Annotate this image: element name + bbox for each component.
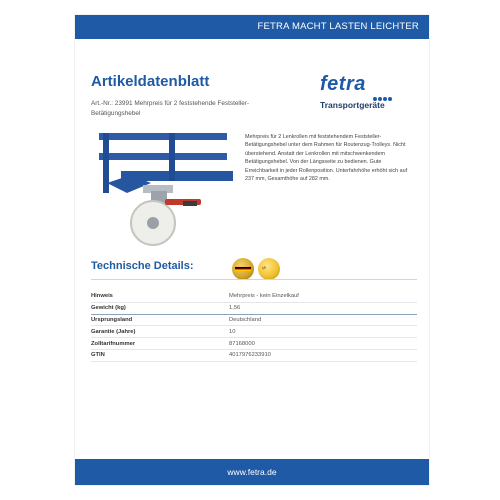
row-key: GTIN <box>91 349 229 361</box>
row-value: 1,56 <box>229 302 417 314</box>
footer-url-link[interactable]: www.fetra.de <box>227 467 277 477</box>
frame-post-left <box>103 133 109 193</box>
table-row <box>91 349 417 361</box>
tech-divider <box>91 279 417 280</box>
frame-post-middle <box>169 133 175 181</box>
row-value: Deutschland <box>229 314 417 326</box>
product-description: Mehrpreis für 2 Lenkrollen mit feststehendem Feststeller-Betätigungshebel unter dem Rahmen für Routenzug-Trolleys. Nicht überstehend. Anstatt der Lenkrollen mit mitschwenkendem Betätigungshebel. Von der Längsseite zu bedienen. Gute Erreichbarkeit in jeder Rollenposition. Unterfahrhöhe erhöht sich auf 237 mm, Gesamthöhe auf 282 mm. <box>245 134 408 183</box>
row-key: Hinweis <box>91 291 229 302</box>
details-table <box>91 291 417 362</box>
footer-bar <box>75 459 429 485</box>
logo-tagline: Transportgeräte <box>320 100 385 110</box>
doc-title: Artikeldatenblatt <box>91 73 210 90</box>
row-value: 87168000 <box>229 338 417 350</box>
table-row <box>91 314 417 326</box>
product-image <box>91 127 241 255</box>
row-key: Gewicht (kg) <box>91 302 229 314</box>
row-key: Garantie (Jahre) <box>91 326 229 338</box>
table-row <box>91 326 417 338</box>
top-banner <box>75 15 429 39</box>
frame-bar-middle <box>99 153 227 160</box>
doc-subtitle: Art.-Nr.: 23991 Mehrpreis für 2 feststehende Feststeller-Betätigungshebel <box>91 100 250 117</box>
row-key: Zolltarifnummer <box>91 338 229 350</box>
table-row <box>91 291 417 302</box>
caster-hub <box>147 217 159 229</box>
brake-lever-grip <box>183 201 197 206</box>
logo-wordmark: fetra <box>320 73 366 95</box>
table-row <box>91 338 417 350</box>
row-value: 10 <box>229 326 417 338</box>
made-in-germany-badge-icon <box>232 258 254 280</box>
frame-bar-top <box>99 133 227 140</box>
row-key: Ursprungsland <box>91 314 229 326</box>
row-value: Mehrpreis - kein Einzelkauf <box>229 291 417 302</box>
row-value: 4017976233910 <box>229 349 417 361</box>
banner-slogan: FETRA MACHT LASTEN LEICHTER <box>257 21 419 32</box>
tech-details-heading: Technische Details: <box>91 260 194 272</box>
datasheet-page <box>75 15 429 485</box>
fetra-logo <box>320 73 410 113</box>
warranty-badge-icon: 10 <box>258 258 280 280</box>
table-row <box>91 302 417 314</box>
